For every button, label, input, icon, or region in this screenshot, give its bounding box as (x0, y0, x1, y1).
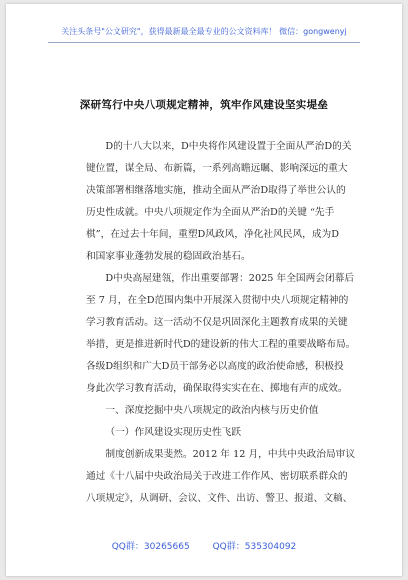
document-title: 深研笃行中央八项规定精神，筑牢作风建设坚实堤垒 (79, 99, 329, 111)
section-heading: 一、深度挖掘中央八项规定的政治内核与历史价值 (105, 405, 319, 416)
body-line: 举措，更是推进新时代D的建设新的伟大工程的重要战略布局。 (86, 339, 356, 350)
body-line: 八项规定》，从调研、会议、文件、出访、警卫、报道、文稿、 (86, 493, 353, 504)
body-line: 至 7 月，在全D范围内集中开展深入贯彻中央八项规定精神的 (86, 295, 349, 306)
body-line: 通过《十八届中央政治局关于改进工作作风、密切联系群众的 (86, 471, 348, 482)
document-page (6, 4, 402, 576)
header-divider (48, 42, 360, 43)
footer-qq-group-2: QQ群：535304092 (212, 542, 297, 552)
header-banner: 关注头条号"公文研究"，获得最新最全最专业的公文资料库！ 微信：gongwenyj (61, 27, 347, 36)
body-line: 制度创新成果斐然。2012 年 12 月，中共中央政治局审议 (105, 449, 356, 460)
body-line: 棋”，在过去十年间，重塑D风政风，净化社风民风，成为D (86, 229, 339, 240)
body-line: 身此次学习教育活动，确保取得实实在在、掷地有声的成效。 (86, 383, 348, 394)
body-line: 历史性成就。中央八项规定作为全面从严治D的关键 “先手 (86, 207, 335, 218)
body-line: 键位置，谋全局、布新篇，一系列高瞻远瞩、影响深远的重大 (86, 163, 348, 174)
body-line: D中央高屋建瓴，作出重要部署：2025 年全国两会闭幕后 (105, 273, 355, 284)
document-body (86, 136, 356, 510)
body-line: 各级D组织和广大D员干部务必以高度的政治使命感，积极投 (86, 361, 344, 372)
body-line: 和国家事业蓬勃发展的稳固政治基石。 (86, 251, 251, 262)
footer-contacts (6, 539, 402, 552)
body-line: D的十八大以来，D中央将作风建设置于全面从严治D的关 (105, 141, 352, 152)
subsection-heading: （一）作风建设实现历史性飞跃 (105, 427, 242, 438)
body-line: 决策部署相继落地实施，推动全面从严治D取得了举世公认的 (86, 185, 346, 196)
footer-qq-group-1: QQ群：30265665 (111, 542, 190, 552)
body-line: 学习教育活动。这一活动不仅是巩固深化主题教育成果的关键 (86, 317, 348, 328)
